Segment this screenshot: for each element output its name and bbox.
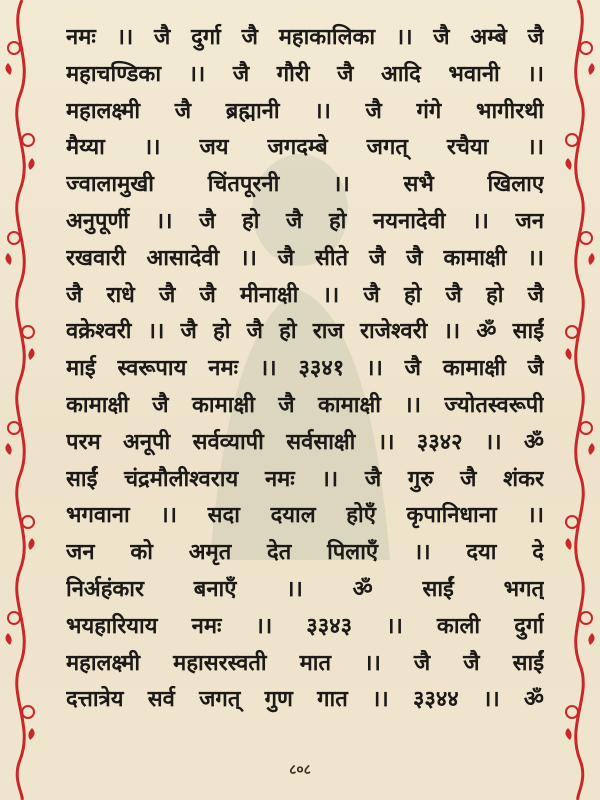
text-line: रखवारी आसादेवी ।। जै सीते जै जै कामाक्षी ।। — [66, 245, 544, 271]
floral-vine-icon — [0, 0, 40, 800]
text-line: निर्अहंकार बनाएँ ।। ॐ साईं भगत् — [66, 576, 544, 602]
text-line: कामाक्षी जै कामाक्षी जै कामाक्षी ।। ज्योतस्वरूपी — [66, 392, 544, 418]
text-line: माई स्वरूपाय नमः ।। ३३४१ ।। जै कामाक्षी जै — [66, 356, 544, 382]
right-floral-border — [560, 0, 600, 800]
text-line: जै राधे जै जै मीनाक्षी ।। जै हो जै हो जै — [66, 282, 544, 308]
text-line: वक्रेश्वरी ।। जै हो जै हो राज राजेश्वरी ।। ॐ साईं — [66, 319, 544, 345]
text-line: परम अनूपी सर्वव्यापी सर्वसाक्षी ।। ३३४२ ।। ॐ — [66, 429, 544, 455]
page-number: ८०८ — [289, 762, 311, 778]
text-line: जन को अमृत देत पिलाएँ ।। दया दे — [66, 540, 544, 566]
text-line: ज्वालामुखी चिंतपूरनी ।। सभै खिलाए — [66, 172, 544, 198]
text-line: अनुपूर्णी ।। जै हो जै हो नयनादेवी ।। जन — [66, 208, 544, 234]
text-line: महाचण्डिका ।। जै गौरी जै आदि भवानी ।। — [66, 61, 544, 87]
text-line: भगवाना ।। सदा दयाल होएँ कृपानिधाना ।। — [66, 503, 544, 529]
text-line: नमः ।। जै दुर्गा जै महाकालिका ।। जै अम्बे जै — [66, 25, 544, 50]
text-line: साईं चंद्रमौलीश्वराय नमः ।। जै गुरु जै शंकर — [66, 466, 544, 492]
text-line: महालक्ष्मी महासरस्वती मात ।। जै जै साईं — [66, 650, 544, 676]
text-line: महालक्ष्मी जै ब्रह्मानी ।। जै गंगे भागीरथी — [66, 98, 544, 124]
hymn-text-block — [66, 20, 544, 719]
text-line: मैय्या ।। जय जगदम्बे जगत् रचैया ।। — [66, 135, 544, 161]
floral-vine-icon — [560, 0, 600, 800]
left-floral-border — [0, 0, 40, 800]
text-line: भयहारियाय नमः ।। ३३४३ ।। काली दुर्गा — [66, 613, 544, 639]
text-line: दत्तात्रेय सर्व जगत् गुण गात ।। ३३४४ ।। ॐ — [66, 687, 544, 713]
